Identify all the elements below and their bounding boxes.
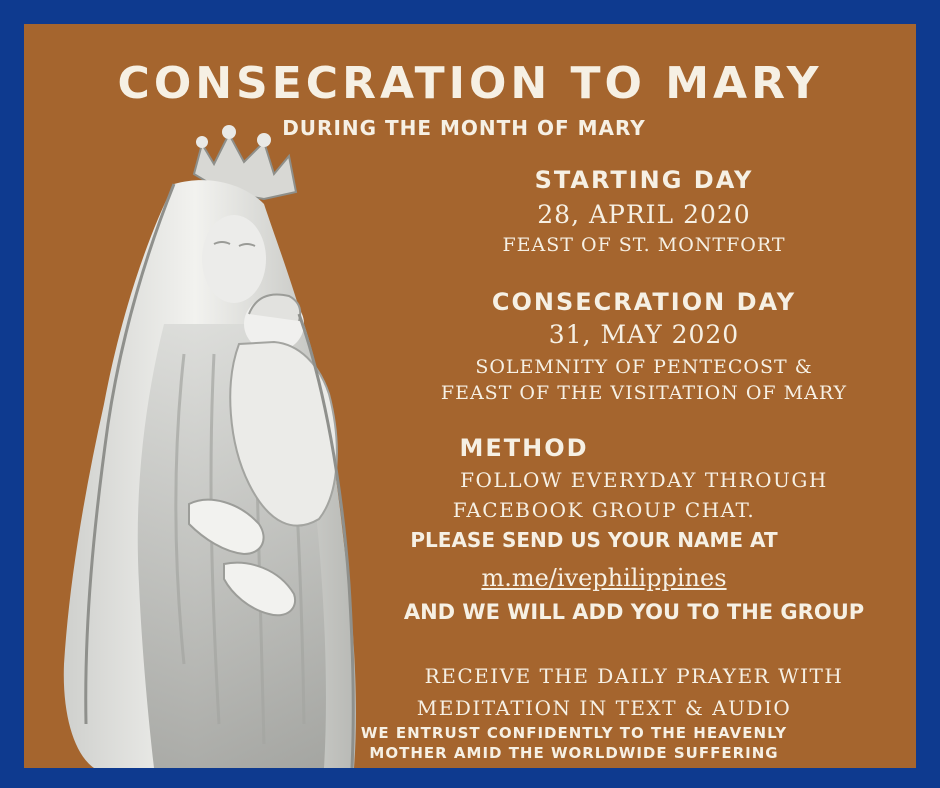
starting-day-feast: FEAST OF ST. MONTFORT — [502, 234, 786, 256]
page-title: CONSECRATION TO MARY — [117, 58, 823, 109]
method-line4: AND WE WILL ADD YOU TO THE GROUP — [403, 600, 865, 624]
poster — [24, 24, 916, 768]
method-heading: METHOD — [459, 434, 589, 462]
receive-line1: RECEIVE THE DAILY PRAYER WITH — [424, 664, 844, 688]
consecration-day-heading: CONSECRATION DAY — [491, 288, 797, 316]
method-line2: FACEBOOK GROUP CHAT. — [452, 498, 756, 522]
messenger-link[interactable]: m.me/ivephilippines — [481, 564, 727, 592]
consecration-feast-line1: SOLEMNITY OF PENTECOST & — [475, 356, 813, 378]
subtitle: DURING THE MONTH OF MARY — [282, 116, 646, 140]
method-line3: PLEASE SEND US YOUR NAME AT — [410, 528, 778, 552]
starting-day-heading: STARTING DAY — [534, 166, 754, 194]
starting-day-date: 28, APRIL 2020 — [537, 200, 751, 229]
consecration-day-date: 31, MAY 2020 — [548, 320, 740, 349]
consecration-feast-line2: FEAST OF THE VISITATION OF MARY — [440, 382, 848, 404]
method-line1: FOLLOW EVERYDAY THROUGH — [460, 468, 828, 492]
receive-line2: MEDITATION IN TEXT & AUDIO — [416, 696, 792, 720]
entrust-line2: MOTHER AMID THE WORLDWIDE SUFFERING — [369, 744, 779, 762]
entrust-line1: WE ENTRUST CONFIDENTLY TO THE HEAVENLY — [360, 724, 788, 742]
